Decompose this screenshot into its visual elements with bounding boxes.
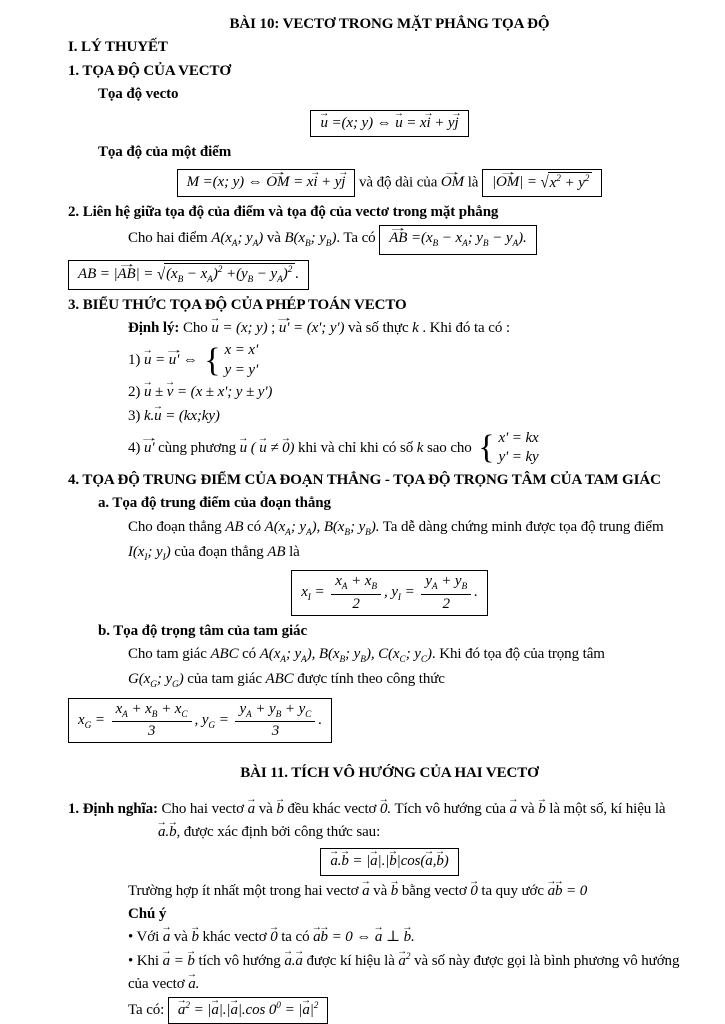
theorem-item-3: 3) k.u → = (kx;ky) [128, 406, 711, 427]
vector-arrow: a → [330, 854, 337, 869]
vector-arrow: u' → [279, 321, 290, 336]
subheading-midpoint: a. Tọa độ trung điểm của đoạn thẳng [98, 495, 331, 512]
system-of-equations: { x' = kx y' = ky [478, 429, 539, 467]
formula-square-of-vector: Ta có: a →$^2$ = |a →|.|a →|.cos $0^0 = |a \to|^2$ [128, 997, 711, 1024]
vector-arrow: a → [362, 884, 369, 899]
formula-box: u → =(x; y) ⇔ u → = xi → + yj → [310, 110, 468, 137]
vector-arrow: j → [454, 116, 458, 131]
vector-arrow: u → [395, 116, 402, 131]
vector-arrow: b → [555, 884, 562, 899]
vector-arrow: 0 → [270, 930, 277, 945]
square-root: √ $x^2 + y^2$ [541, 172, 593, 194]
vector-arrow: b → [538, 802, 545, 817]
vector-arrow: a → [548, 884, 555, 899]
vector-arrow: b → [321, 930, 328, 945]
midpoint-paragraph-1: Cho đoạn thẳng AB có $A(x_A$; $y_A$), $B(x_B$; $y_B$). Ta dễ dàng chứng minh được tọa độ trung điểm [128, 518, 664, 538]
vector-arrow: u → [240, 441, 247, 456]
formula-box: AB = |AB →| = √ $(x_B - x_A)^2 +(y_B - y_A)^2$ . [68, 260, 309, 290]
vector-arrow: 0 → [470, 884, 477, 899]
formula-distance-ab [68, 260, 711, 290]
vector-arrow: u' → [144, 441, 155, 456]
vector-arrow: a → [188, 977, 195, 992]
vector-arrow: b → [389, 854, 396, 869]
vector-arrow: u → [144, 385, 151, 400]
zero-vector-convention: Trường hợp ít nhất một trong hai vectơ a → và b → bằng vectơ 0 → ta quy ước a →b → = 0 [128, 881, 711, 902]
vector-arrow: a → [163, 930, 170, 945]
subheading-point-coordinates: Tọa độ của một điểm [98, 144, 232, 161]
vector-arrow: b → [391, 884, 398, 899]
formula-box: $x_I$ = $\frac{x_A + x_B}{2}$ , $y_I$ = $\frac{y_A + y_B}{2}$ . [291, 570, 488, 616]
theorem-item-4: 4) u' → cùng phương u → ( u → ≠ 0 →) khi và chỉ khi có số k sao cho { x' = kx y' = ky [128, 429, 711, 468]
subheading-vector-coordinates: Tọa độ vecto [98, 85, 179, 102]
formula-dot-product [68, 848, 711, 875]
vector-arrow: b → [404, 930, 411, 945]
vector-arrow: a → [510, 802, 517, 817]
vector-arrow: AB → [389, 231, 407, 246]
vector-arrow: a → [375, 930, 382, 945]
formula-centroid [68, 698, 711, 744]
midpoint-paragraph-2: $I(x_I$; $y_I$) của đoạn thẳng AB là [128, 543, 300, 563]
vector-arrow: u' → [169, 353, 180, 368]
vector-arrow: u → [144, 353, 151, 368]
vector-arrow: a → [178, 1003, 185, 1018]
vector-arrow: j → [341, 175, 345, 190]
lesson10-title: BÀI 10: VECTƠ TRONG MẶT PHẲNG TỌA ĐỘ [229, 16, 550, 32]
section-2-paragraph: Cho hai điểm $A(x_A$; $y_A$) và $B(x_B$; $y_B$). Ta có AB → $=(x_B - x_A$; $y_B - y_A$). [128, 225, 711, 254]
vector-arrow: b → [169, 825, 176, 840]
vector-arrow: 0 → [282, 441, 289, 456]
theorem-item-1: 1) u → = u' → ⇔ { x = x' y = y' [128, 341, 711, 380]
vector-arrow: a → [230, 1003, 237, 1018]
vector-arrow: OM → [441, 175, 464, 190]
vector-arrow: a → [313, 930, 320, 945]
vector-arrow: OM → [496, 175, 519, 190]
vector-arrow: a → [163, 954, 170, 969]
vector-arrow: b → [341, 854, 348, 869]
vector-arrow: a → [158, 825, 165, 840]
formula-box: AB → $=(x_B - x_A$; $y_B - y_A$). [379, 225, 536, 254]
formula-box: $x_G$ = $\frac{x_A + x_B + x_C}{3}$ , $y_G$ = $\frac{y_A + y_B + y_C}{3}$ . [68, 698, 332, 744]
subheading-centroid: b. Tọa độ trọng tâm của tam giác [98, 622, 308, 639]
note-item-2: • Khi a → = b → tích vô hướng a →.a → được kí hiệu là a →$^2$ và số này được gọi là bình phương vô hướng [128, 951, 711, 972]
vector-arrow: v → [167, 385, 174, 400]
square-root: √ $(x_B - x_A)^2 +(y_B - y_A)^2$ [157, 263, 295, 287]
fraction: $\frac{y_A + y_B}{2}$ [421, 573, 471, 613]
definition-paragraph-2: a →.b →, được xác định bởi công thức sau: [158, 822, 711, 843]
vector-arrow: OM → [266, 175, 289, 190]
vector-arrow: b → [436, 854, 443, 869]
vector-arrow: a → [370, 854, 377, 869]
centroid-paragraph-2: $G(x_G$; $y_G$) của tam giác ABC được tính theo công thức [128, 671, 445, 691]
vector-arrow: b → [192, 930, 199, 945]
vector-arrow: u → [211, 321, 218, 336]
vector-arrow: a → [284, 954, 291, 969]
formula-box: a →.b → = |a →|.|b →|cos(a →,b →) [320, 848, 458, 875]
vector-arrow: a → [425, 854, 432, 869]
note-heading: Chú ý [128, 905, 167, 922]
centroid-paragraph-1: Cho tam giác ABC có $A(x_A$; $y_A$), $B(x_B$; $y_B$), $C(x_C$; $y_C$). Khi đó tọa độ của trọng tâm [128, 646, 605, 666]
section-4-heading: 4. TỌA ĐỘ TRUNG ĐIỂM CỦA ĐOẠN THẲNG - TỌA ĐỘ TRỌNG TÂM CỦA TAM GIÁC [68, 471, 661, 488]
formula-box: |OM →| = √ $x^2 + y^2$ [482, 169, 602, 197]
vector-arrow: b → [187, 954, 194, 969]
definition-paragraph-1: 1. Định nghĩa: Cho hai vectơ a → và b → đều khác vectơ 0 →. Tích vô hướng của a → và b → là một số, kí hiệu là [68, 799, 711, 820]
note-item-1: • Với a → và b → khác vectơ 0 → ta có a →b → = 0 ⇔ a → ⊥ b →. [128, 927, 711, 948]
theory-heading: I. LÝ THUYẾT [68, 39, 168, 56]
vector-arrow: a → [211, 1003, 218, 1018]
fraction: $\frac{y_A + y_B + y_C}{3}$ [235, 701, 315, 741]
fraction: $\frac{x_A + x_B + x_C}{3}$ [112, 701, 192, 741]
theorem-statement: Định lý: Cho u → = (x; y) ; u' → = (x'; y') và số thực k . Khi đó ta có : [128, 318, 711, 339]
vector-arrow: AB → [117, 267, 135, 282]
vector-arrow: 0 → [380, 802, 387, 817]
fraction: $\frac{x_A + x_B}{2}$ [331, 573, 381, 613]
vector-arrow: i → [426, 116, 430, 131]
vector-arrow: a → [398, 954, 405, 969]
section-3-heading: 3. BIỂU THỨC TỌA ĐỘ CỦA PHÉP TOÁN VECTO [68, 296, 407, 313]
section-2-heading: 2. Liên hệ giữa tọa độ của điểm và tọa độ của vectơ trong mặt phẳng [68, 204, 499, 221]
formula-vector-coordinates [68, 110, 711, 137]
formula-box: M =(x; y) ⇔ OM → = xi → + yj → [177, 169, 356, 196]
note-item-2-continued: của vectơ a →. [128, 974, 711, 995]
vector-arrow: u → [259, 441, 266, 456]
formula-midpoint [68, 570, 711, 616]
vector-arrow: a → [295, 954, 302, 969]
lesson11-title: BÀI 11. TÍCH VÔ HƯỚNG CỦA HAI VECTƠ [240, 765, 539, 782]
vector-arrow: a → [302, 1003, 309, 1018]
formula-point-coordinates: M =(x; y) ⇔ OM → = xi → + yj → và độ dài của OM → là |OM →| = √ $x^2 + y^2$ [68, 169, 711, 197]
vector-arrow: i → [313, 175, 317, 190]
theorem-item-2: 2) u → ± v → = (x ± x'; y ± y') [128, 382, 711, 403]
system-of-equations: { x = x' y = y' [204, 341, 259, 379]
vector-arrow: u → [154, 409, 161, 424]
vector-arrow: a → [248, 802, 255, 817]
formula-box: a →$^2$ = |a →|.|a →|.cos $0^0 = |a \to|^2$ [168, 997, 329, 1024]
section-1-heading: 1. TỌA ĐỘ CỦA VECTƠ [68, 62, 231, 79]
vector-arrow: u → [320, 116, 327, 131]
vector-arrow: b → [276, 802, 283, 817]
